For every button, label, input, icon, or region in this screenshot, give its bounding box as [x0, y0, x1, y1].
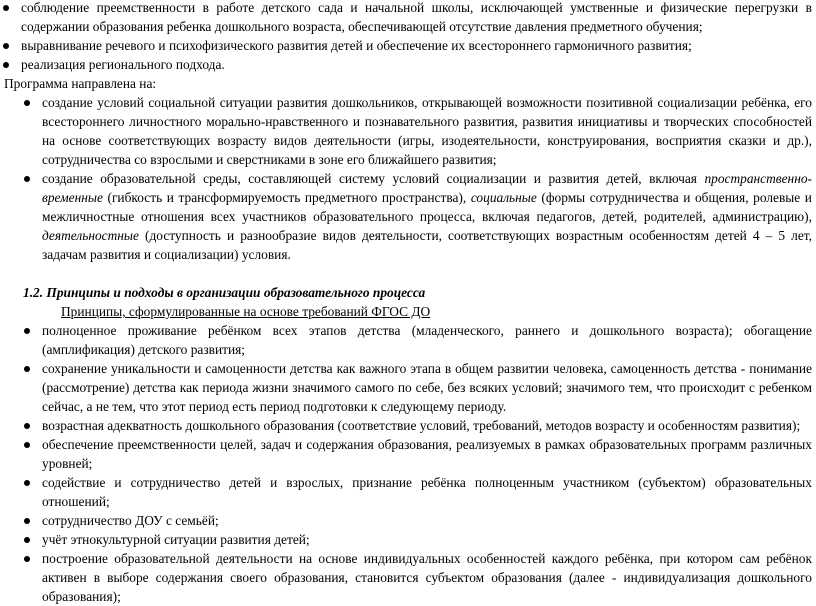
- bullet-icon: [3, 5, 9, 11]
- bullet-icon: [3, 62, 9, 68]
- bullet-icon: [24, 480, 30, 486]
- bullet-icon: [24, 176, 30, 182]
- list-item-text: выравнивание речевого и психофизического развития детей и обеспечение их всестороннего гармоничного развития;: [21, 38, 692, 53]
- bullet-icon: [24, 328, 30, 334]
- bullet-icon: [24, 423, 30, 429]
- list-item-text: сохранение уникальности и самоценности детства как важного этапа в общем развитии человека, самоценность детства - понимание (рассмотрение) детства как периода жизни значимого самого по себе, без всяких условий; значимого тем, что происходит с ребенком сейчас, а не тем, что этот период есть период подготовки к следующему периоду.: [42, 361, 812, 414]
- emphasis-social: социальные: [470, 190, 537, 205]
- bullet-icon: [24, 537, 30, 543]
- list-item-text: полноценное проживание ребёнком всех этапов детства (младенческого, раннего и дошкольного возраста); обогащение (амплификация) детского развития;: [42, 323, 812, 357]
- list-item-text: сотрудничество ДОУ с семьёй;: [42, 513, 219, 528]
- bullet-icon: [24, 442, 30, 448]
- list-item: [0, 169, 816, 264]
- list-item: [0, 435, 816, 473]
- list-item: [0, 321, 816, 359]
- top-bullet-list: [0, 0, 816, 74]
- bullet-icon: [24, 518, 30, 524]
- section-heading: 1.2. Принципы и подходы в организации образовательного процесса: [23, 285, 426, 300]
- list-item-text-b: (гибкость и трансформируемость предметного пространства),: [107, 190, 467, 205]
- list-item: [0, 549, 816, 606]
- list-item-text-c: (формы сотрудничества и общения, ролевые и межличностные отношения всех участников образовательного процесса, включая педагогов, детей, родителей, администрацию),: [42, 190, 812, 224]
- list-item: [0, 93, 816, 169]
- list-item: [0, 359, 816, 416]
- list-item-text: реализация регионального подхода.: [21, 57, 225, 72]
- list-item-text: соблюдение преемственности в работе детского сада и начальной школы, исключающей умственные и физические перегрузки в содержании образования ребенка дошкольного возраста, обеспечивающей отсутствие давления предметного обучения;: [21, 0, 812, 34]
- list-item-text: создание условий социальной ситуации развития дошкольников, открывающей возможности позитивной социализации ребёнка, его всестороннего личностного морально-нравственного и познавательного развития, развития инициативы и творческих способностей на основе соответствующих возрасту видов деятельности (игры, изодеятельности, конструирования, восприятия сказки и др.), сотрудничества со взрослыми и сверстниками в зоне его ближайшего развития;: [42, 95, 812, 167]
- program-intro: Программа направлена на:: [4, 76, 157, 91]
- list-item-text: учёт этнокультурной ситуации развития детей;: [42, 532, 310, 547]
- list-item: [0, 473, 816, 511]
- list-item-text: построение образовательной деятельности на основе индивидуальных особенностей каждого ребёнка, при котором сам ребёнок активен в выборе содержания своего образования, становится субъектом образования (далее - индивидуализация дошкольного образования);: [42, 551, 812, 604]
- emphasis-spatial-temporal: пространственно-временные: [42, 171, 812, 205]
- emphasis-activity: деятельностные: [42, 228, 139, 243]
- section-subheading: Принципы, сформулированные на основе требований ФГОС ДО: [61, 304, 431, 319]
- principles-bullet-list: [0, 321, 816, 606]
- list-item: [0, 36, 816, 55]
- list-item-text: возрастная адекватность дошкольного образования (соответствие условий, требований, методов возрасту и особенностям развития);: [42, 418, 801, 433]
- program-bullet-list: [0, 93, 816, 264]
- list-item-text: содействие и сотрудничество детей и взрослых, признание ребёнка полноценным участником (субъектом) образовательных отношений;: [42, 475, 812, 509]
- list-item: [0, 530, 816, 549]
- list-item-text: обеспечение преемственности целей, задач и содержания образования, реализуемых в рамках образовательных программ различных уровней;: [42, 437, 812, 471]
- list-item: [0, 55, 816, 74]
- list-item-text-d: (доступность и разнообразие видов деятельности, соответствующих возрастным особенностям детей 4 – 5 лет, задачам развития и социализации) условия.: [42, 228, 812, 262]
- bullet-icon: [3, 43, 9, 49]
- list-item: [0, 511, 816, 530]
- bullet-icon: [24, 366, 30, 372]
- list-item: [0, 0, 816, 36]
- list-item-text-a: создание образовательной среды, составляющей систему условий социализации и развития детей, включая: [42, 171, 697, 186]
- list-item: [0, 416, 816, 435]
- bullet-icon: [24, 556, 30, 562]
- bullet-icon: [24, 100, 30, 106]
